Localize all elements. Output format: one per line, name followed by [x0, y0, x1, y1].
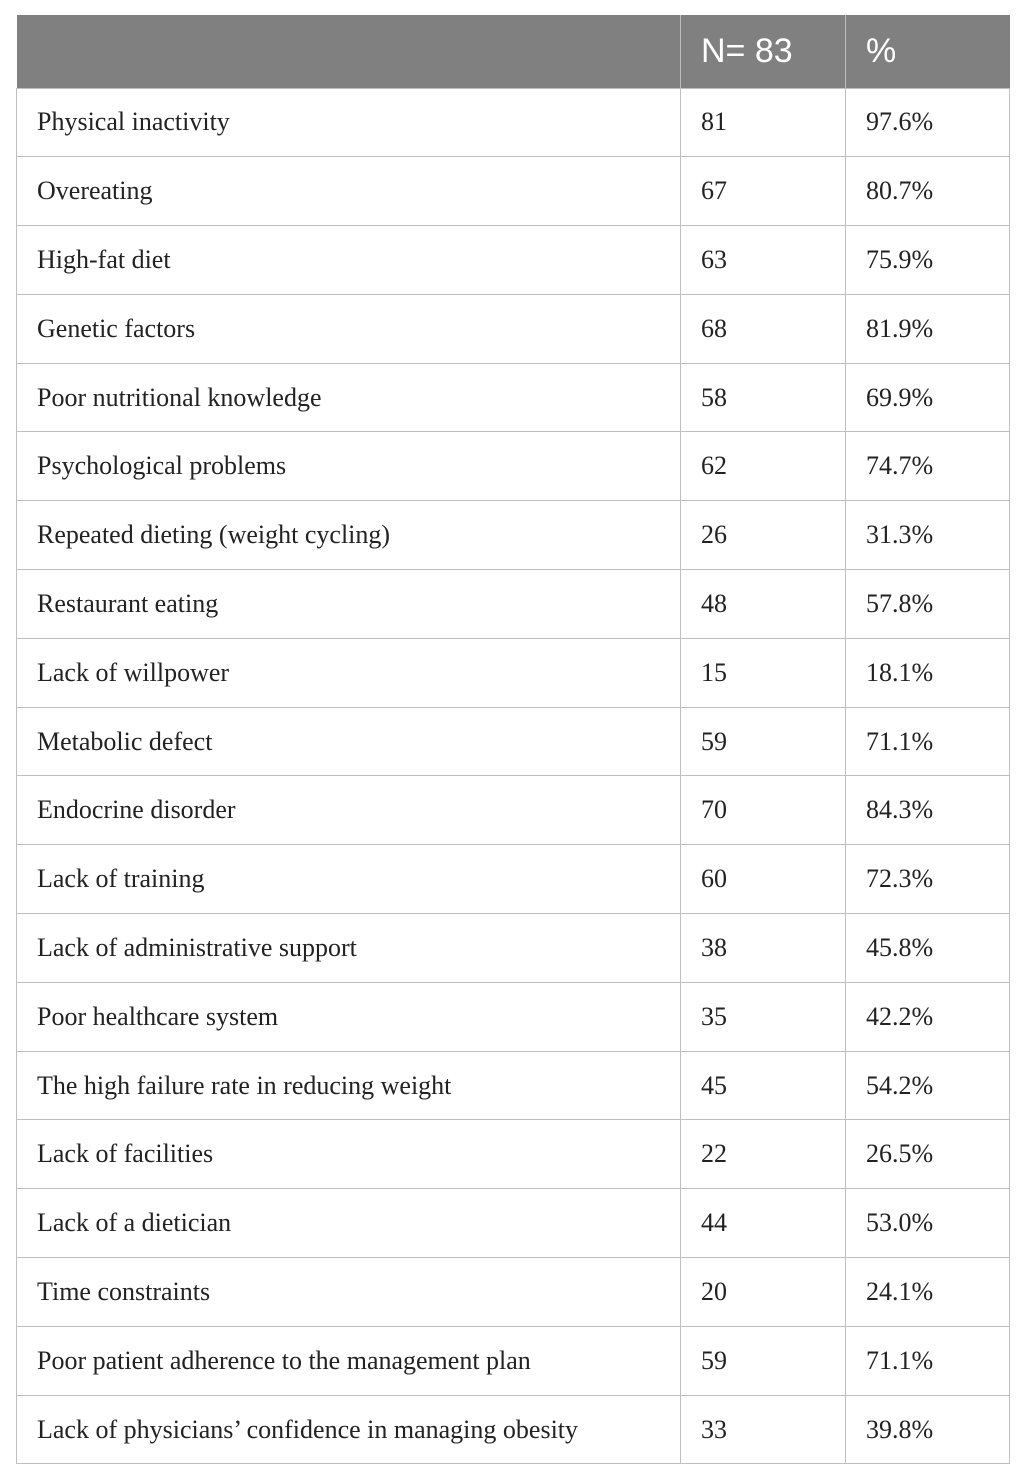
- row-count-cell: 81: [681, 88, 846, 157]
- table-row: [17, 914, 1010, 983]
- row-count-cell: 70: [681, 776, 846, 845]
- row-label-cell: Physical inactivity: [17, 88, 681, 157]
- row-label-cell: Metabolic defect: [17, 707, 681, 776]
- row-percent-cell: 42.2%: [846, 982, 1010, 1051]
- row-label-cell: Time constraints: [17, 1258, 681, 1327]
- row-count-cell: 48: [681, 570, 846, 639]
- row-label-cell: Overeating: [17, 157, 681, 226]
- table-row: [17, 294, 1010, 363]
- table-row: [17, 363, 1010, 432]
- row-label-cell: Poor nutritional knowledge: [17, 363, 681, 432]
- table-row: [17, 845, 1010, 914]
- row-count-cell: 22: [681, 1120, 846, 1189]
- header-row: [17, 15, 1010, 88]
- row-label-cell: Lack of willpower: [17, 638, 681, 707]
- row-label-cell: Psychological problems: [17, 432, 681, 501]
- row-label-cell: High-fat diet: [17, 226, 681, 295]
- row-percent-cell: 74.7%: [846, 432, 1010, 501]
- row-count-cell: 33: [681, 1395, 846, 1464]
- table-row: [17, 570, 1010, 639]
- row-label-cell: Restaurant eating: [17, 570, 681, 639]
- data-table: [16, 15, 1010, 1464]
- table-row: [17, 157, 1010, 226]
- row-count-cell: 38: [681, 914, 846, 983]
- row-label-cell: Poor patient adherence to the management plan: [17, 1326, 681, 1395]
- header-cell-n: N= 83: [681, 15, 846, 88]
- row-count-cell: 58: [681, 363, 846, 432]
- row-percent-cell: 71.1%: [846, 1326, 1010, 1395]
- row-count-cell: 63: [681, 226, 846, 295]
- table-row: [17, 1120, 1010, 1189]
- row-count-cell: 59: [681, 707, 846, 776]
- row-count-cell: 60: [681, 845, 846, 914]
- table-row: [17, 1326, 1010, 1395]
- row-count-cell: 26: [681, 501, 846, 570]
- table-row: [17, 1051, 1010, 1120]
- table-row: [17, 1258, 1010, 1327]
- row-percent-cell: 80.7%: [846, 157, 1010, 226]
- row-label-cell: Lack of physicians’ confidence in managing obesity: [17, 1395, 681, 1464]
- row-percent-cell: 81.9%: [846, 294, 1010, 363]
- row-count-cell: 35: [681, 982, 846, 1051]
- row-count-cell: 45: [681, 1051, 846, 1120]
- table-row: [17, 776, 1010, 845]
- row-percent-cell: 18.1%: [846, 638, 1010, 707]
- row-percent-cell: 84.3%: [846, 776, 1010, 845]
- table-body: [17, 88, 1010, 1464]
- row-count-cell: 62: [681, 432, 846, 501]
- table-row: [17, 226, 1010, 295]
- row-percent-cell: 24.1%: [846, 1258, 1010, 1327]
- row-percent-cell: 72.3%: [846, 845, 1010, 914]
- row-count-cell: 20: [681, 1258, 846, 1327]
- table-row: [17, 707, 1010, 776]
- row-count-cell: 15: [681, 638, 846, 707]
- row-count-cell: 44: [681, 1189, 846, 1258]
- row-label-cell: Repeated dieting (weight cycling): [17, 501, 681, 570]
- row-label-cell: Lack of a dietician: [17, 1189, 681, 1258]
- row-percent-cell: 31.3%: [846, 501, 1010, 570]
- row-percent-cell: 97.6%: [846, 88, 1010, 157]
- table-header: [17, 15, 1010, 88]
- row-percent-cell: 57.8%: [846, 570, 1010, 639]
- header-cell-label: [17, 15, 681, 88]
- row-label-cell: The high failure rate in reducing weight: [17, 1051, 681, 1120]
- row-percent-cell: 26.5%: [846, 1120, 1010, 1189]
- table-row: [17, 88, 1010, 157]
- row-percent-cell: 75.9%: [846, 226, 1010, 295]
- row-label-cell: Lack of facilities: [17, 1120, 681, 1189]
- row-percent-cell: 69.9%: [846, 363, 1010, 432]
- row-count-cell: 59: [681, 1326, 846, 1395]
- table-row: [17, 501, 1010, 570]
- table-row: [17, 432, 1010, 501]
- row-label-cell: Poor healthcare system: [17, 982, 681, 1051]
- row-percent-cell: 45.8%: [846, 914, 1010, 983]
- row-label-cell: Endocrine disorder: [17, 776, 681, 845]
- table-row: [17, 638, 1010, 707]
- row-label-cell: Lack of training: [17, 845, 681, 914]
- row-percent-cell: 71.1%: [846, 707, 1010, 776]
- row-percent-cell: 53.0%: [846, 1189, 1010, 1258]
- header-cell-pct: %: [846, 15, 1010, 88]
- row-label-cell: Genetic factors: [17, 294, 681, 363]
- row-percent-cell: 54.2%: [846, 1051, 1010, 1120]
- table-row: [17, 982, 1010, 1051]
- table-row: [17, 1189, 1010, 1258]
- row-label-cell: Lack of administrative support: [17, 914, 681, 983]
- row-percent-cell: 39.8%: [846, 1395, 1010, 1464]
- row-count-cell: 68: [681, 294, 846, 363]
- row-count-cell: 67: [681, 157, 846, 226]
- table-row: [17, 1395, 1010, 1464]
